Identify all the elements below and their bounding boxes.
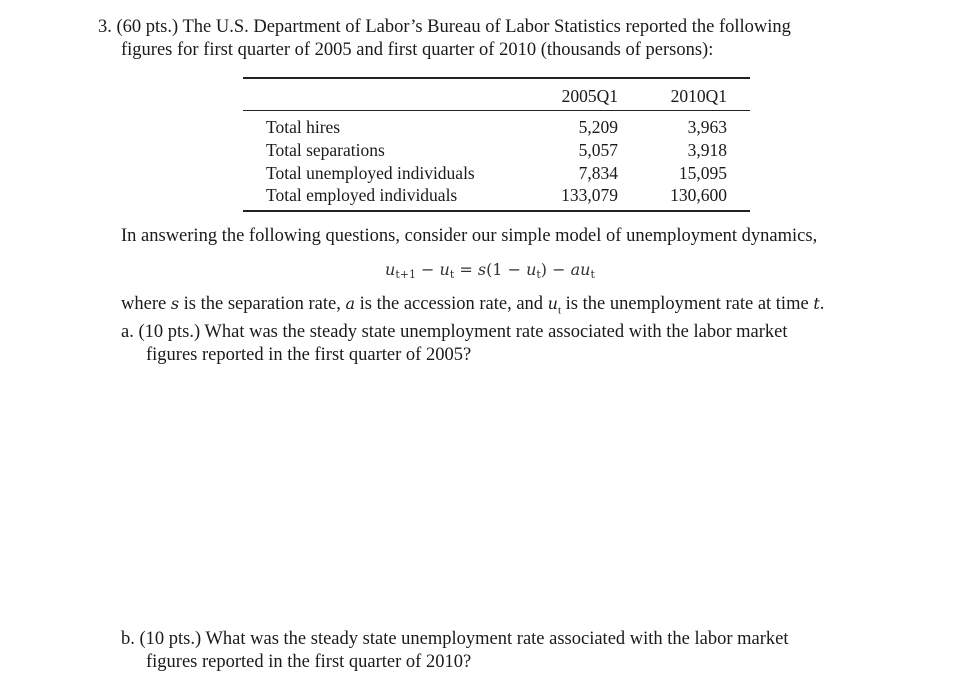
table-cell: 5,057 xyxy=(578,140,618,160)
equation-var-s: s xyxy=(477,260,487,279)
equation-var-u: u xyxy=(385,260,396,279)
problem-statement-line-1: 3. (60 pts.) The U.S. Department of Labor’s Bureau of Labor Statistics reported the following xyxy=(98,17,791,37)
model-intro: In answering the following questions, consider our simple model of unemployment dynamics, xyxy=(121,226,818,246)
table-header-2005q1: 2005Q1 xyxy=(561,86,618,106)
question-a-line-2: figures reported in the first quarter of 2005? xyxy=(146,345,472,365)
var-u: u xyxy=(547,294,558,313)
equation-var-a: a xyxy=(570,260,581,279)
table-cell: 7,834 xyxy=(578,163,618,183)
text-run: is the accession rate, and xyxy=(355,294,548,314)
equation-var-u: u xyxy=(526,260,537,279)
table-cell: 5,209 xyxy=(578,117,618,137)
text-run: is the separation rate, xyxy=(179,294,346,314)
equation-sub: t xyxy=(449,268,455,281)
text-run: . xyxy=(819,294,825,314)
equation-op: = xyxy=(454,260,478,279)
var-sub: t xyxy=(557,304,562,317)
table-header-2010q1: 2010Q1 xyxy=(670,86,727,106)
text-run: where xyxy=(121,294,171,314)
table-cell: 130,600 xyxy=(670,185,727,205)
table-row-label: Total separations xyxy=(266,140,385,160)
var-t: t xyxy=(813,294,820,313)
question-b-line-1: b. (10 pts.) What was the steady state unemployment rate associated with the labor market xyxy=(121,629,789,649)
variable-definitions xyxy=(121,292,824,323)
table-cell: 15,095 xyxy=(678,163,727,183)
table-bottom-rule xyxy=(243,210,750,212)
text-run: is the unemployment rate at time xyxy=(561,294,814,314)
equation-sub: t xyxy=(536,268,541,281)
table-row-label: Total hires xyxy=(266,117,341,137)
table-top-rule xyxy=(243,77,750,79)
table-row-label: Total unemployed individuals xyxy=(266,163,475,183)
table-cell: 133,079 xyxy=(561,185,618,205)
question-a-line-1: a. (10 pts.) What was the steady state unemployment rate associated with the labor market xyxy=(121,322,788,342)
equation-term: (1 − xyxy=(486,260,527,279)
equation-sub: t xyxy=(590,268,595,281)
var-s: s xyxy=(170,294,180,313)
equation-var-u: u xyxy=(580,260,591,279)
question-b-line-2: figures reported in the first quarter of 2010? xyxy=(146,652,472,672)
equation-term: ) − xyxy=(540,260,571,279)
equation-var-u: u xyxy=(439,260,450,279)
table-row-label: Total employed individuals xyxy=(266,185,458,205)
table-cell: 3,963 xyxy=(687,117,727,137)
equation-sub: t+1 xyxy=(395,268,416,281)
problem-statement-line-2: figures for first quarter of 2005 and first quarter of 2010 (thousands of persons): xyxy=(121,40,714,60)
var-a: a xyxy=(345,294,356,313)
equation-op: − xyxy=(415,260,440,279)
table-header-rule xyxy=(243,110,750,111)
unemployment-equation xyxy=(385,259,595,286)
table-cell: 3,918 xyxy=(687,140,727,160)
